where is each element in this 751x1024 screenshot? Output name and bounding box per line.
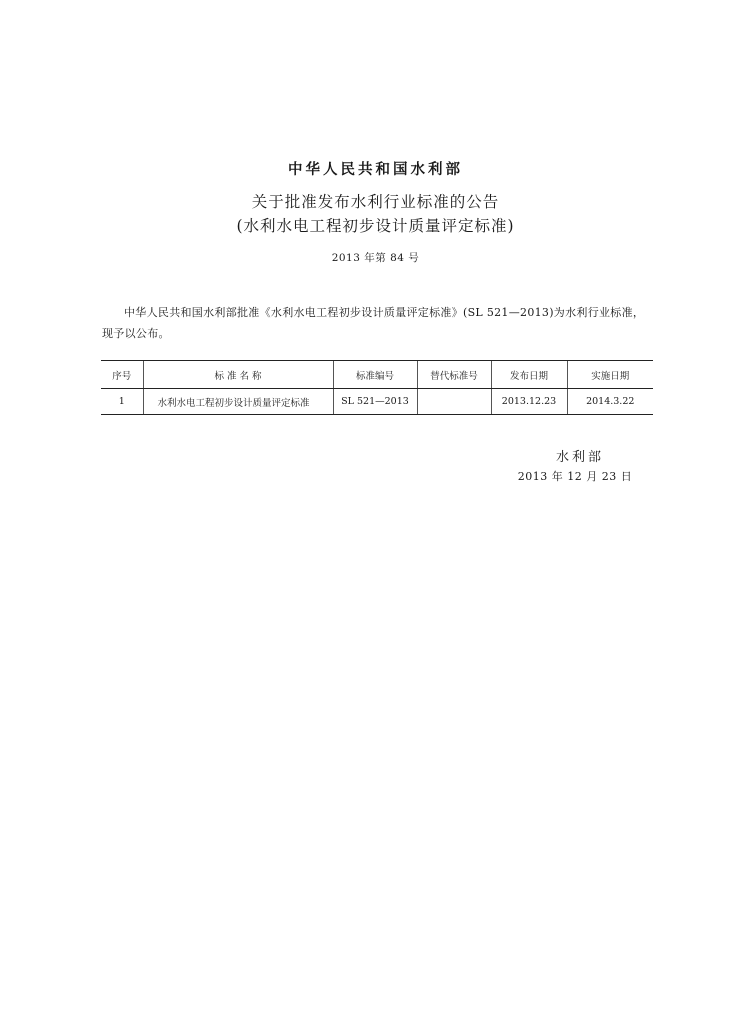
header-issue-date: 发布日期 — [491, 361, 567, 389]
cell-code: SL 521—2013 — [333, 389, 417, 415]
header-replace: 替代标准号 — [417, 361, 491, 389]
announcement-subtitle: (水利水电工程初步设计质量评定标准) — [236, 217, 515, 235]
announcement-title: 关于批准发布水利行业标准的公告 — [251, 193, 500, 211]
table-row — [101, 389, 653, 415]
cell-impl-date: 2014.3.22 — [567, 389, 653, 415]
header-name: 标 准 名 称 — [143, 361, 333, 389]
table-header-row — [101, 361, 653, 389]
signature-date: 2013 年 12 月 23 日 — [517, 470, 633, 483]
document-number: 2013 年第 84 号 — [331, 252, 420, 264]
header-impl-date: 实施日期 — [567, 361, 653, 389]
cell-seq: 1 — [101, 389, 143, 415]
header-code: 标准编号 — [333, 361, 417, 389]
issuing-ministry: 中华人民共和国水利部 — [288, 161, 463, 178]
signer: 水利部 — [555, 450, 604, 465]
cell-replace — [417, 389, 491, 415]
header-seq: 序号 — [101, 361, 143, 389]
standards-table — [101, 360, 653, 415]
announcement-paragraph: 中华人民共和国水利部批准《水利水电工程初步设计质量评定标准》(SL 521—2013)为水利行业标准，现予以公布。 — [102, 306, 645, 340]
cell-issue-date: 2013.12.23 — [491, 389, 567, 415]
cell-name: 水利水电工程初步设计质量评定标准 — [143, 389, 333, 415]
